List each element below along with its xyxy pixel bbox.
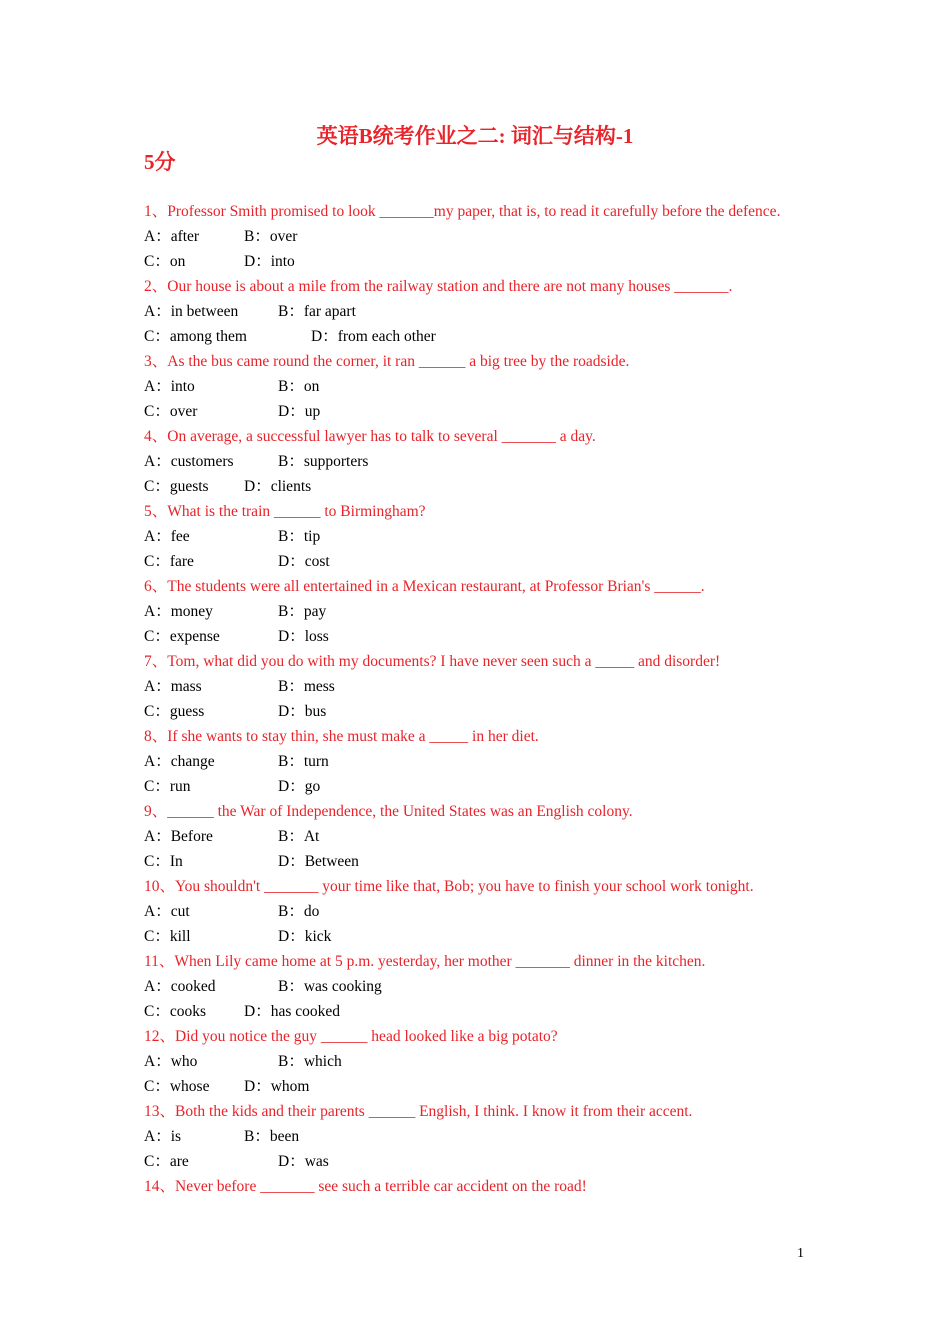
question-text: 9、______ the War of Independence, the United States was an English colony. (144, 803, 633, 820)
answer-option: C：guess (144, 703, 205, 720)
answer-option: B：pay (278, 603, 327, 620)
page-title: 英语B统考作业之二: 词汇与结构-1 (316, 124, 634, 148)
answer-option: B：far apart (278, 303, 356, 320)
option-row (144, 1049, 824, 1074)
answer-option: D：kick (278, 928, 332, 945)
option-row (144, 524, 824, 549)
answer-option: C：guests (144, 478, 209, 495)
answer-option: A：who (144, 1053, 198, 1070)
answer-option: B：which (278, 1053, 342, 1070)
answer-option: D：cost (278, 553, 330, 570)
question-text: 6、The students were all entertained in a Mexican restaurant, at Professor Brian's ______. (144, 578, 705, 595)
option-row (144, 674, 824, 699)
option-row (144, 1074, 824, 1099)
option-row (144, 1149, 824, 1174)
answer-option: A：after (144, 228, 200, 245)
answer-option: A：in between (144, 303, 239, 320)
answer-option: B：At (278, 828, 320, 845)
answer-option: C：run (144, 778, 191, 795)
option-row (144, 324, 824, 349)
option-row (144, 999, 824, 1024)
question-text: 10、You shouldn't _______ your time like that, Bob; you have to finish your school work tonight. (144, 878, 754, 895)
option-row (144, 774, 824, 799)
option-row (144, 749, 824, 774)
answer-option: D：go (278, 778, 321, 795)
option-row (144, 899, 824, 924)
answer-option: D：from each other (311, 328, 436, 345)
answer-option: A：cut (144, 903, 190, 920)
question-text: 14、Never before _______ see such a terrible car accident on the road! (144, 1178, 587, 1195)
answer-option: C：cooks (144, 1003, 207, 1020)
option-row (144, 249, 824, 274)
answer-option: D：was (278, 1153, 329, 1170)
answer-option: B：been (244, 1128, 300, 1145)
question-text: 8、If she wants to stay thin, she must make a _____ in her diet. (144, 728, 539, 745)
answer-option: B：over (244, 228, 298, 245)
option-row (144, 374, 824, 399)
answer-option: D：clients (244, 478, 312, 495)
option-row (144, 824, 824, 849)
answer-option: B：was cooking (278, 978, 382, 995)
answer-option: C：on (144, 253, 186, 270)
answer-option: A：cooked (144, 978, 216, 995)
option-row (144, 399, 824, 424)
option-row (144, 224, 824, 249)
answer-option: B：do (278, 903, 320, 920)
answer-option: C：expense (144, 628, 220, 645)
answer-option: A：into (144, 378, 195, 395)
answer-option: D：bus (278, 703, 327, 720)
page-number: 1 (797, 1246, 804, 1261)
answer-option: C：among them (144, 328, 247, 345)
answer-option: B：mess (278, 678, 335, 695)
option-row (144, 449, 824, 474)
question-text: 2、Our house is about a mile from the railway station and there are not many houses _______. (144, 278, 733, 295)
answer-option: B：supporters (278, 453, 369, 470)
question-text: 5、What is the train ______ to Birmingham? (144, 503, 426, 520)
option-row (144, 599, 824, 624)
score-label: 5分 (144, 150, 176, 174)
question-text: 3、As the bus came round the corner, it ran ______ a big tree by the roadside. (144, 353, 630, 370)
answer-option: D：has cooked (244, 1003, 340, 1020)
answer-option: A：Before (144, 828, 213, 845)
answer-option: C：In (144, 853, 183, 870)
option-row (144, 699, 824, 724)
option-row (144, 849, 824, 874)
option-row (144, 299, 824, 324)
option-row (144, 924, 824, 949)
answer-option: D：loss (278, 628, 329, 645)
answer-option: C：over (144, 403, 198, 420)
answer-option: C：are (144, 1153, 189, 1170)
answer-option: D：Between (278, 853, 359, 870)
answer-option: B：on (278, 378, 320, 395)
answer-option: A：customers (144, 453, 234, 470)
answer-option: B：turn (278, 753, 329, 770)
answer-option: D：into (244, 253, 295, 270)
answer-option: A：money (144, 603, 213, 620)
answer-option: D：whom (244, 1078, 310, 1095)
answer-option: C：whose (144, 1078, 210, 1095)
answer-option: A：is (144, 1128, 182, 1145)
answer-option: A：change (144, 753, 215, 770)
answer-option: B：tip (278, 528, 321, 545)
option-row (144, 474, 824, 499)
option-row (144, 624, 824, 649)
question-list (144, 199, 824, 1199)
question-text: 4、On average, a successful lawyer has to talk to several _______ a day. (144, 428, 596, 445)
answer-option: C：kill (144, 928, 191, 945)
answer-option: A：mass (144, 678, 202, 695)
option-row (144, 1124, 824, 1149)
answer-option: D：up (278, 403, 321, 420)
option-row (144, 974, 824, 999)
answer-option: C：fare (144, 553, 194, 570)
question-text: 11、When Lily came home at 5 p.m. yesterday, her mother _______ dinner in the kitchen. (144, 953, 706, 970)
question-text: 13、Both the kids and their parents ______ English, I think. I know it from their accent. (144, 1103, 693, 1120)
answer-option: A：fee (144, 528, 190, 545)
option-row (144, 549, 824, 574)
question-text: 7、Tom, what did you do with my documents? I have never seen such a _____ and disorder! (144, 653, 721, 670)
question-text: 12、Did you notice the guy ______ head looked like a big potato? (144, 1028, 558, 1045)
question-text: 1、Professor Smith promised to look _______my paper, that is, to read it carefully before the defence. (144, 203, 781, 220)
